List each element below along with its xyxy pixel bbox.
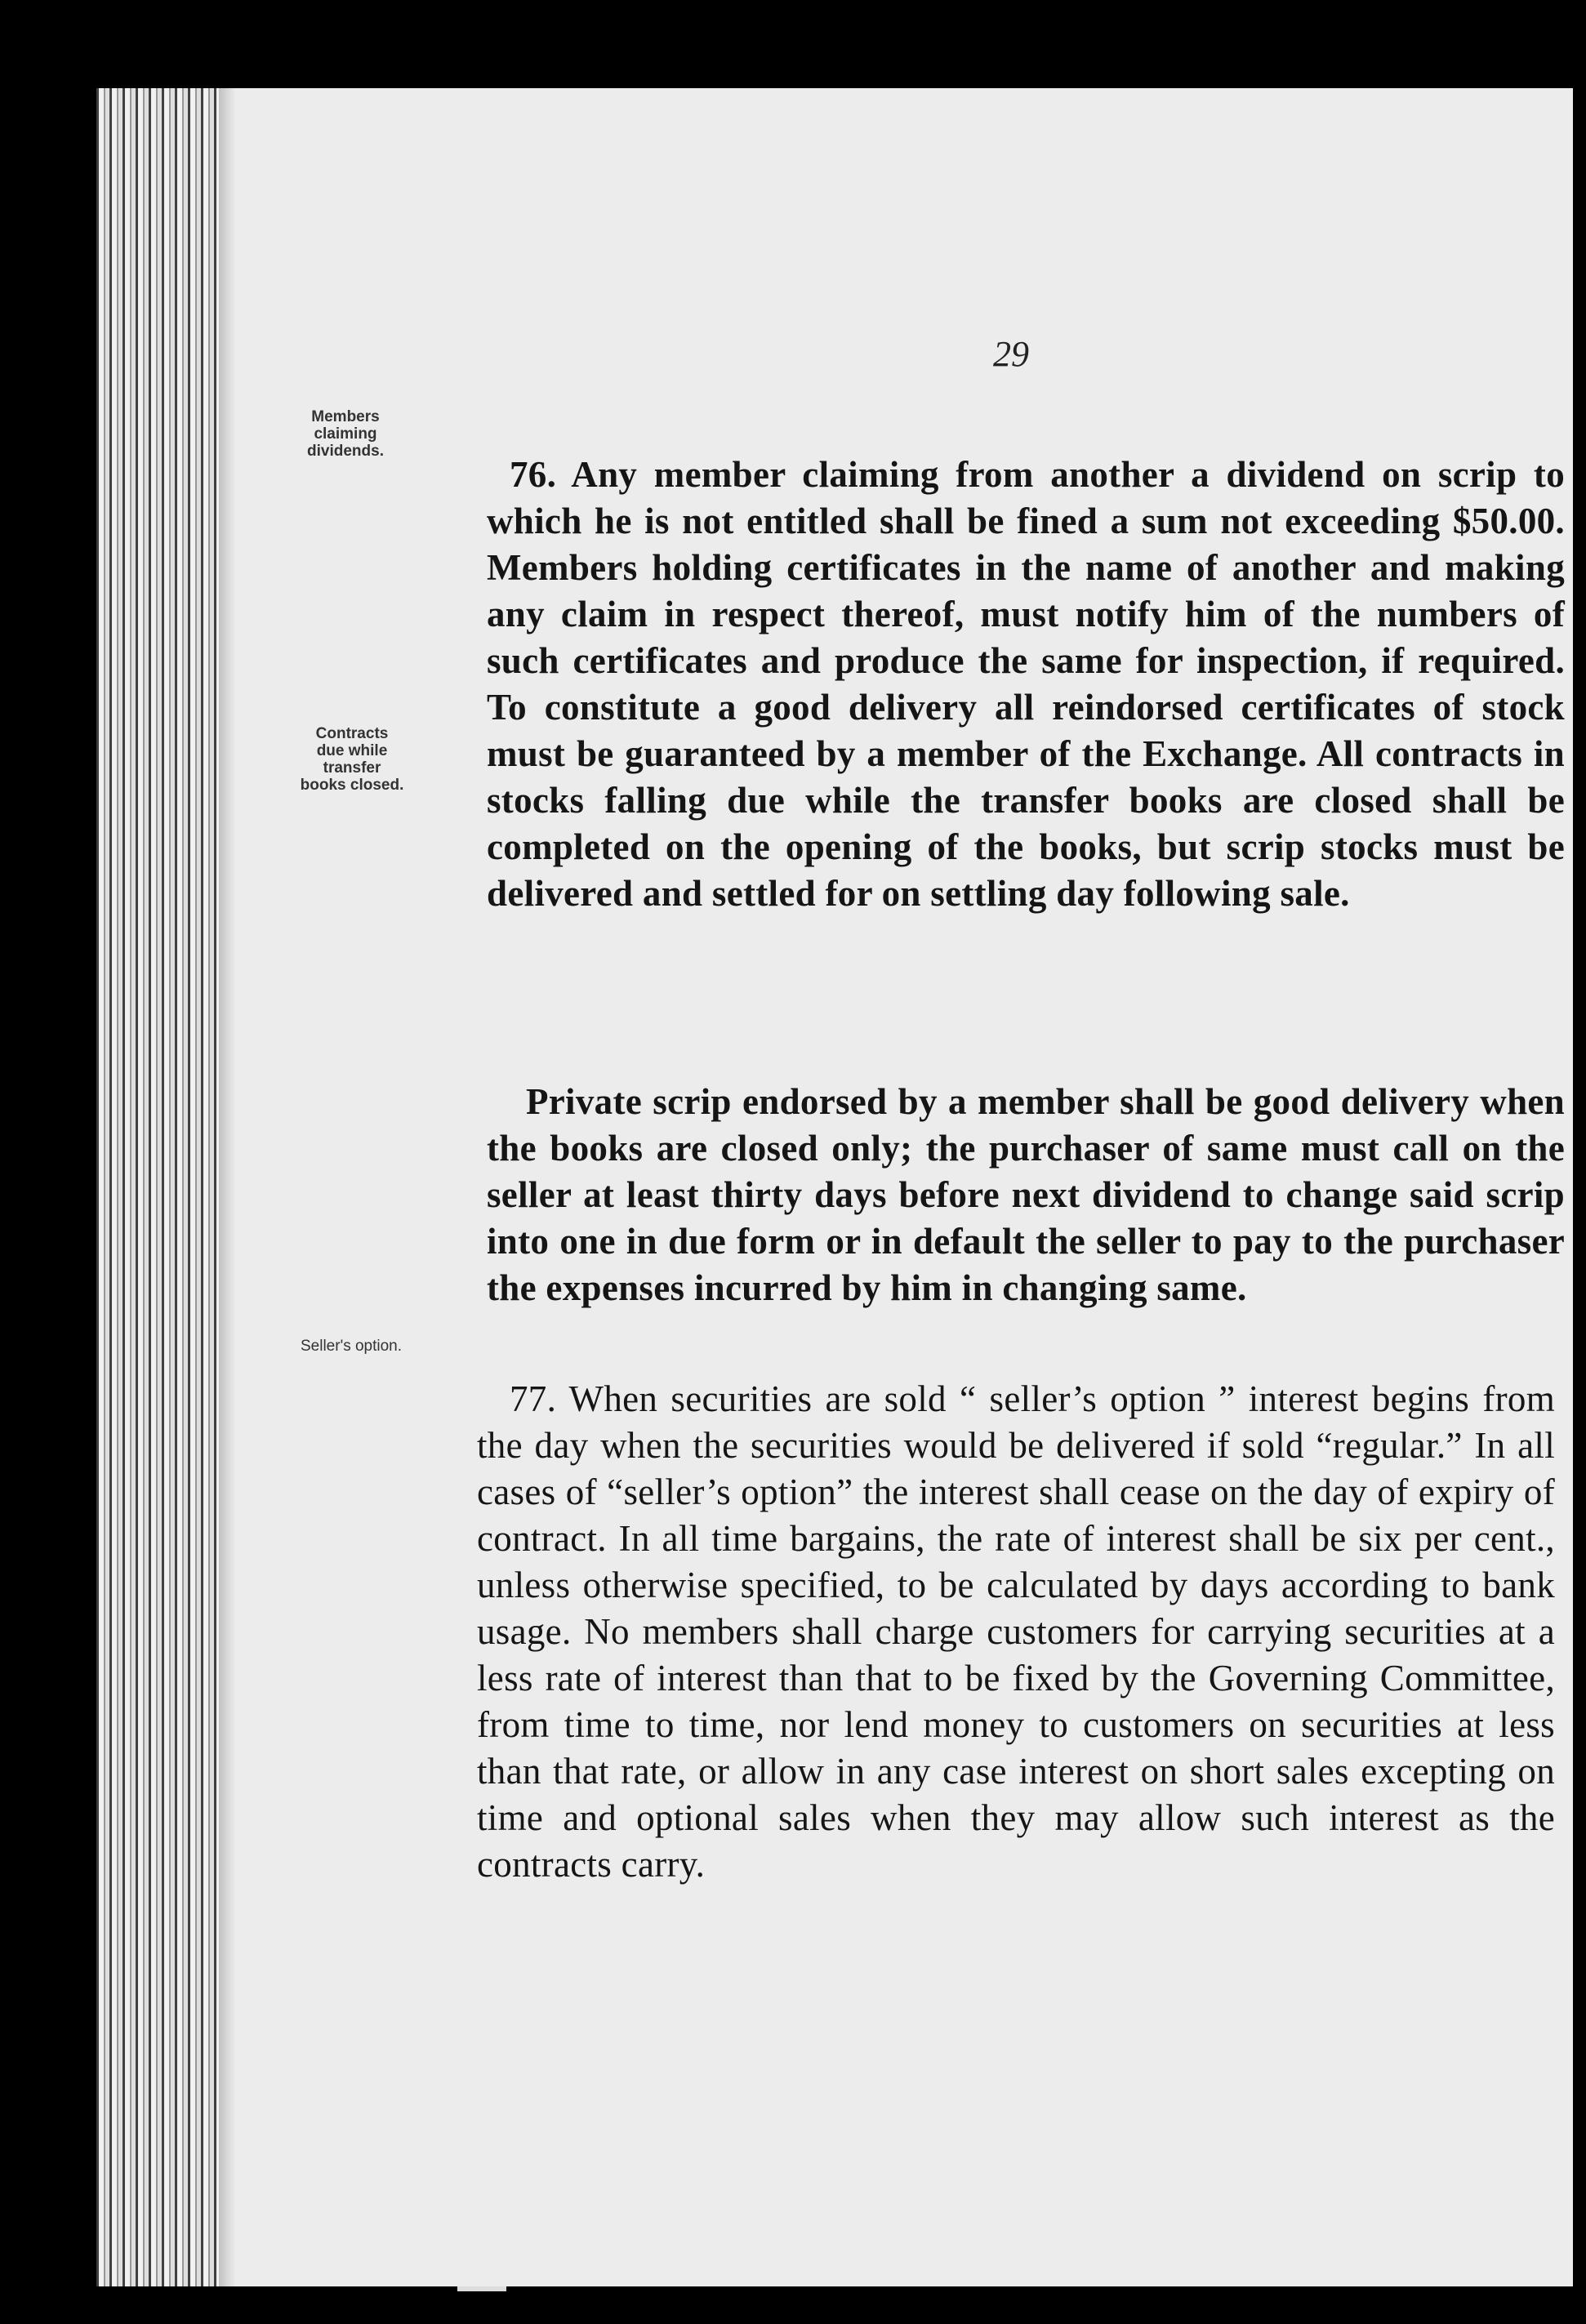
page-number: 29 [993,334,1029,374]
paragraph-private-scrip: Private scrip endorsed by a member shall be good delivery when the books are closed only; the purchaser of same must call on the seller at least thirty days before next dividend to change said scrip into one in due form or in default the seller to pay to the purchaser the expenses incurred by him in changing same. [487,1081,1565,1308]
book-page [96,88,1573,2286]
margin-note-members-claiming-dividends: Members claiming dividends. [307,408,384,460]
margin-note-sellers-option: Seller's option. [301,1338,403,1355]
page-edges [96,88,235,2286]
scan-mark [457,2286,506,2291]
margin-note-contracts-due: Contracts due while transfer books closed. [300,725,404,794]
paragraph-77: 77. When securities are sold “ seller’s option ” interest begins from the day when the securities would be delivered if sold “regular.” In all cases of “seller’s option” the interest shall cease on the day of expiry of contract. In all time bargains, the rate of interest shall be six per cent., unless otherwise specified, to be calculated by days according to bank usage. No members shall charge customers for carrying securities at a less rate of interest than that to be fixed by the Governing Committee, from time to time, nor lend money to customers on securities at less than that rate, or allow in any case interest on short sales excepting on time and optional sales when they may allow such interest as the contracts carry. [477,1378,1555,1885]
paragraph-76: 76. Any member claiming from another a dividend on scrip to which he is not entitled shall be fined a sum not exceeding $50.00. Members holding certificates in the name of another and making any claim in respect thereof, must notify him of the numbers of such certificates and produce the same for inspection, if required. To constitute a good delivery all reindorsed certificates of stock must be guaranteed by a member of the Exchange. All contracts in stocks falling due while the transfer books are closed shall be completed on the opening of the books, but scrip stocks must be delivered and settled for on settling day following sale. [487,454,1565,914]
